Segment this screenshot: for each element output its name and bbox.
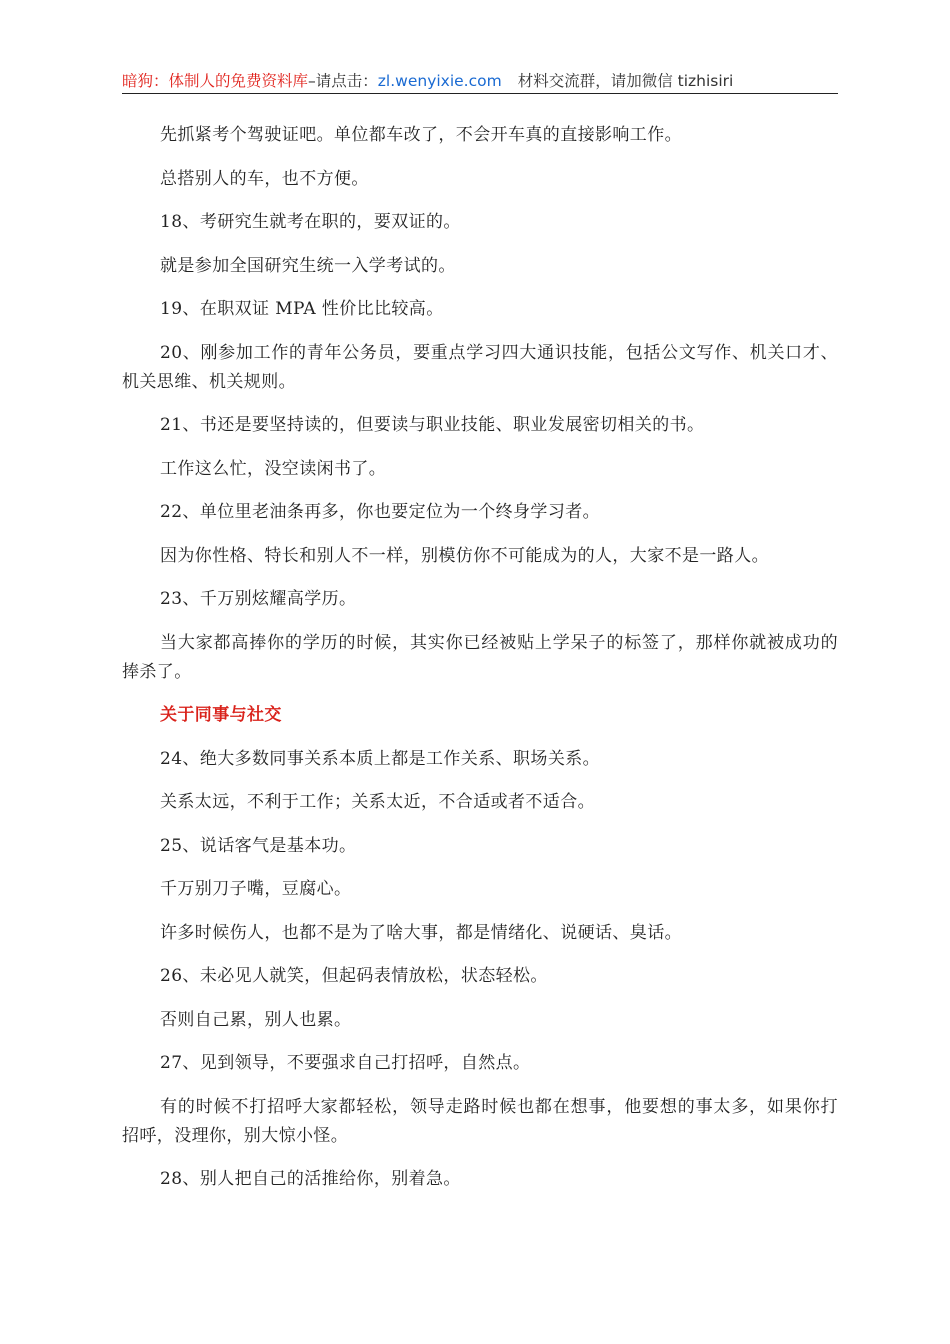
paragraph: 21、书还是要坚持读的，但要读与职业技能、职业发展密切相关的书。 [160, 415, 705, 435]
paragraph: 24、绝大多数同事关系本质上都是工作关系、职场关系。 [160, 748, 601, 769]
paragraph: 19、在职双证 MPA 性价比比较高。 [160, 299, 444, 319]
header-link[interactable]: zl.wenyixie.com [377, 72, 502, 90]
paragraph: 千万别刀子嘴，豆腐心。 [160, 879, 352, 899]
paragraph: 因为你性格、特长和别人不一样，别模仿你不可能成为的人，大家不是一路人。 [160, 545, 769, 566]
paragraph: 22、单位里老油条再多，你也要定位为一个终身学习者。 [160, 502, 601, 522]
paragraph: 20、刚参加工作的青年公务员，要重点学习四大通识技能，包括公文写作、机关口才、机关思维、机关规则。 [122, 342, 838, 392]
paragraph: 18、考研究生就考在职的，要双证的。 [160, 212, 461, 232]
paragraph: 关系太远，不利于工作；关系太近，不合适或者不适合。 [160, 792, 595, 812]
paragraph: 先抓紧考个驾驶证吧。单位都车改了，不会开车真的直接影响工作。 [160, 125, 682, 145]
page-header [122, 70, 838, 92]
document-body [122, 121, 838, 1209]
header-click-prompt: –请点击： [308, 72, 378, 90]
paragraph: 25、说话客气是基本功。 [160, 835, 357, 856]
header-divider [122, 93, 838, 94]
paragraph: 26、未必见人就笑，但起码表情放松，状态轻松。 [160, 966, 548, 986]
paragraph: 当大家都高捧你的学历的时候，其实你已经被贴上学呆子的标签了，那样你就被成功的捧杀了。 [122, 632, 838, 682]
header-wechat-note: 材料交流群，请加微信 tizhisiri [517, 72, 734, 90]
paragraph: 就是参加全国研究生统一入学考试的。 [160, 255, 456, 276]
paragraph: 许多时候伤人，也都不是为了啥大事，都是情绪化、说硬话、臭话。 [160, 922, 682, 943]
paragraph: 27、见到领导，不要强求自己打招呼，自然点。 [160, 1053, 531, 1073]
section-heading: 关于同事与社交 [160, 705, 282, 725]
paragraph: 工作这么忙，没空读闲书了。 [160, 458, 387, 479]
paragraph: 28、别人把自己的活推给你，别着急。 [160, 1169, 461, 1189]
paragraph: 23、千万别炫耀高学历。 [160, 589, 357, 609]
paragraph: 总搭别人的车，也不方便。 [160, 168, 369, 189]
header-site-name: 暗狗：体制人的免费资料库 [122, 72, 309, 90]
paragraph: 有的时候不打招呼大家都轻松，领导走路时候也都在想事，他要想的事太多，如果你打招呼，没理你，别大惊小怪。 [122, 1096, 838, 1146]
paragraph: 否则自己累，别人也累。 [160, 1009, 352, 1030]
